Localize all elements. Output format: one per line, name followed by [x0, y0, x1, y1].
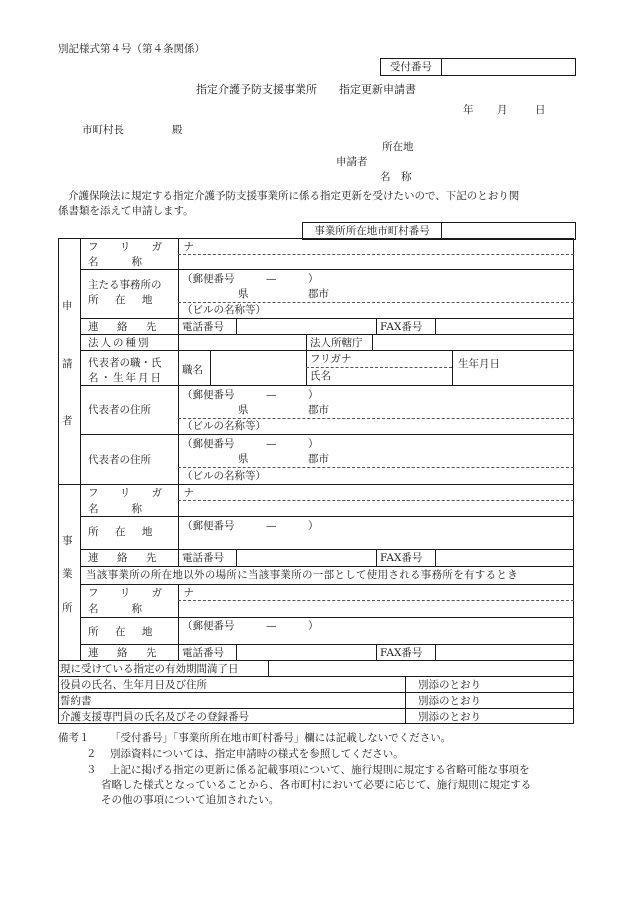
row-divider — [58, 676, 574, 677]
branch-phone-field[interactable] — [238, 646, 374, 658]
applicant-city: 郡市 — [308, 288, 329, 300]
honorific: 殿 — [172, 124, 183, 136]
receipt-number-label: 受付番号 — [381, 59, 442, 75]
branch-fax-label: FAX番号 — [380, 647, 423, 659]
applicant-furigana-divider — [178, 254, 574, 255]
row-divider — [80, 584, 574, 585]
note-2-number: ２ — [86, 748, 97, 760]
row-divider — [268, 660, 269, 676]
applicant-group-char-2: 請 — [62, 358, 73, 370]
row-divider — [376, 549, 377, 566]
row-divider — [376, 644, 377, 660]
row-divider — [80, 566, 574, 567]
office-location-label: 所 在 地 — [88, 526, 156, 538]
row-divider — [178, 467, 574, 468]
corp-authority-label: 法人所轄庁 — [310, 337, 363, 349]
care-manager-label: 介護支援専門員の氏名及びその登録番号 — [60, 711, 249, 723]
rep-address-building-1: （ビルの名称等） — [182, 420, 266, 432]
group-column-divider — [80, 238, 81, 660]
row-divider — [306, 334, 307, 350]
care-manager-value: 別添のとおり — [418, 711, 481, 723]
row-divider — [80, 549, 574, 550]
office-contact-label: 連 絡 先 — [88, 552, 161, 564]
row-divider — [80, 434, 574, 435]
rep-address-label-1: 代表者の住所 — [88, 404, 151, 416]
row-divider — [178, 418, 574, 419]
applicant-name-label-cell: 名 称 — [88, 256, 146, 268]
row-divider — [80, 334, 574, 335]
rep-title-field[interactable] — [212, 352, 304, 383]
row-divider — [58, 692, 574, 693]
applicant-prefecture: 県 — [238, 288, 249, 300]
note-3-line-3: その他の事項について追加されたい。 — [101, 794, 280, 806]
note-3-number: ３ — [86, 764, 97, 776]
row-divider — [452, 350, 453, 385]
rep-furigana-label: フリガナ — [310, 353, 352, 365]
rep-title-label: 職名 — [182, 364, 203, 376]
office-group-char-1: 事 — [62, 535, 73, 547]
branch-office-note: 当該事業所の所在地以外の場所に当該事業所の一部として使用される事務所を有するとき — [86, 569, 518, 581]
row-divider — [178, 500, 574, 501]
branch-furigana-field[interactable] — [180, 586, 572, 598]
row-divider — [236, 318, 237, 334]
office-phone-field[interactable] — [238, 551, 374, 563]
row-divider — [435, 549, 436, 566]
officers-label: 役員の氏名、生年月日及び住所 — [60, 679, 207, 691]
office-postal: （郵便番号 — ） — [182, 520, 319, 532]
row-divider — [80, 617, 574, 618]
applicant-building: （ビルの名称等） — [182, 304, 266, 316]
rep-address-label-2: 代表者の住所 — [88, 454, 151, 466]
row-divider — [306, 367, 452, 368]
office-name-field[interactable] — [180, 502, 572, 514]
row-divider — [80, 318, 574, 319]
row-divider — [178, 302, 574, 303]
corp-type-label: 法人の種別 — [88, 337, 151, 349]
document-title: 指定介護予防支援事業所 指定更新申請書 — [196, 83, 416, 96]
branch-postal: （郵便番号 — ） — [182, 620, 319, 632]
note-2: 別添資料については、指定申請時の様式を参照してください。 — [110, 748, 404, 760]
applicant-office-label-1: 主たる事務所の — [88, 279, 162, 291]
branch-name-label: 名 称 — [88, 603, 146, 615]
row-divider — [405, 676, 406, 724]
date-year-label: 年 — [463, 104, 474, 116]
row-divider — [236, 644, 237, 660]
rep-birth-label: 生年月日 — [458, 358, 500, 370]
notes-prefix: 備考１ — [58, 732, 90, 744]
form-number: 別記様式第４号（第４条関係） — [58, 43, 205, 55]
branch-fax-field[interactable] — [437, 646, 572, 658]
addressee: 市町村長 — [82, 124, 124, 136]
office-group-char-3: 所 — [62, 602, 73, 614]
rep-address-prefecture-2: 県 — [238, 453, 249, 465]
rep-name-label: 氏名 — [310, 370, 331, 382]
office-name-label: 名 称 — [88, 503, 146, 515]
applicant-phone-label: 電話番号 — [182, 321, 224, 333]
note-3-line-2: 省略した様式となっていることから、各市町村において必要に応じて、施行規則に規定する — [101, 779, 532, 791]
pledge-value: 別添のとおり — [418, 695, 481, 707]
row-divider — [58, 660, 574, 661]
officers-value: 別添のとおり — [418, 679, 481, 691]
row-divider — [435, 318, 436, 334]
office-fax-label: FAX番号 — [380, 552, 423, 564]
row-divider — [210, 350, 211, 385]
row-divider — [58, 484, 574, 485]
branch-phone-label: 電話番号 — [182, 647, 224, 659]
rep-label-1: 代表者の職・氏 — [88, 357, 162, 369]
row-divider — [80, 516, 574, 517]
validity-expiry-label: 現に受けている指定の有効期間満了日 — [60, 663, 239, 675]
rep-address-postal-1: （郵便番号 — ） — [182, 389, 319, 401]
date-day-label: 日 — [535, 104, 546, 116]
applicant-name-field[interactable] — [180, 256, 572, 268]
applicant-group-char-1: 申 — [62, 300, 73, 312]
corp-authority-field[interactable] — [374, 336, 572, 348]
note-3-line-1: 上記に掲げる指定の更新に係る記載事項について、施行規則に規定する省略可能な事項を — [110, 764, 530, 776]
pledge-label: 誓約書 — [60, 695, 92, 707]
branch-name-field[interactable] — [180, 602, 572, 614]
applicant-address-label: 所在地 — [382, 141, 414, 153]
office-furigana-label: フ リ ガ ナ — [88, 487, 204, 499]
row-divider — [80, 269, 574, 270]
applicant-name-label: 名 称 — [380, 171, 412, 183]
office-group-char-2: 業 — [62, 568, 73, 580]
intro-line-2: 係書類を添えて申請します。 — [58, 205, 194, 217]
applicant-office-label-2: 所 在 地 — [88, 294, 156, 306]
row-divider — [372, 334, 373, 350]
applicant-fax-field[interactable] — [437, 320, 572, 332]
rep-address-prefecture-1: 県 — [238, 404, 249, 416]
row-divider — [80, 385, 574, 386]
office-fax-field[interactable] — [437, 551, 572, 563]
intro-line-1: 介護保険法に規定する指定介護予防支援事業所に係る指定更新を受けたいので、下記のとおり関 — [68, 190, 520, 202]
rep-address-postal-2: （郵便番号 — ） — [182, 438, 319, 450]
office-furigana-field[interactable] — [180, 486, 572, 498]
applicant-group-char-3: 者 — [62, 415, 73, 427]
office-phone-label: 電話番号 — [182, 552, 224, 564]
date-month-label: 月 — [497, 104, 508, 116]
rep-address-building-2: （ビルの名称等） — [182, 470, 266, 482]
receipt-number-box — [380, 58, 576, 76]
row-divider — [58, 708, 574, 709]
corp-type-field[interactable] — [180, 336, 304, 348]
row-divider — [236, 549, 237, 566]
row-divider — [178, 600, 574, 601]
applicant-fax-label: FAX番号 — [380, 321, 423, 333]
applicant-phone-field[interactable] — [238, 320, 374, 332]
rep-label-2: 名・生年月日 — [88, 372, 163, 384]
applicant-contact-label: 連 絡 先 — [88, 321, 161, 333]
applicant-postal: （郵便番号 — ） — [182, 273, 319, 285]
applicant-label: 申請者 — [336, 156, 368, 168]
row-divider — [80, 350, 574, 351]
receipt-number-field[interactable] — [443, 59, 573, 75]
applicant-furigana-label: フ リ ガ ナ — [88, 241, 204, 253]
branch-contact-label: 連 絡 先 — [88, 647, 161, 659]
validity-expiry-field[interactable] — [270, 662, 572, 674]
applicant-furigana-field[interactable] — [180, 240, 572, 252]
municipality-code-label: 事業所所在地市町村番号 — [303, 223, 442, 239]
row-divider — [80, 644, 574, 645]
branch-furigana-label: フ リ ガ ナ — [88, 587, 204, 599]
branch-location-label: 所 在 地 — [88, 626, 156, 638]
note-1: 「受付番号」「事業所所在地市町村番号」欄には記載しないでください。 — [110, 732, 452, 744]
rep-address-city-1: 郡市 — [308, 404, 329, 416]
municipality-code-field[interactable] — [443, 223, 573, 239]
row-divider — [435, 644, 436, 660]
rep-address-city-2: 郡市 — [308, 453, 329, 465]
row-divider — [376, 318, 377, 334]
